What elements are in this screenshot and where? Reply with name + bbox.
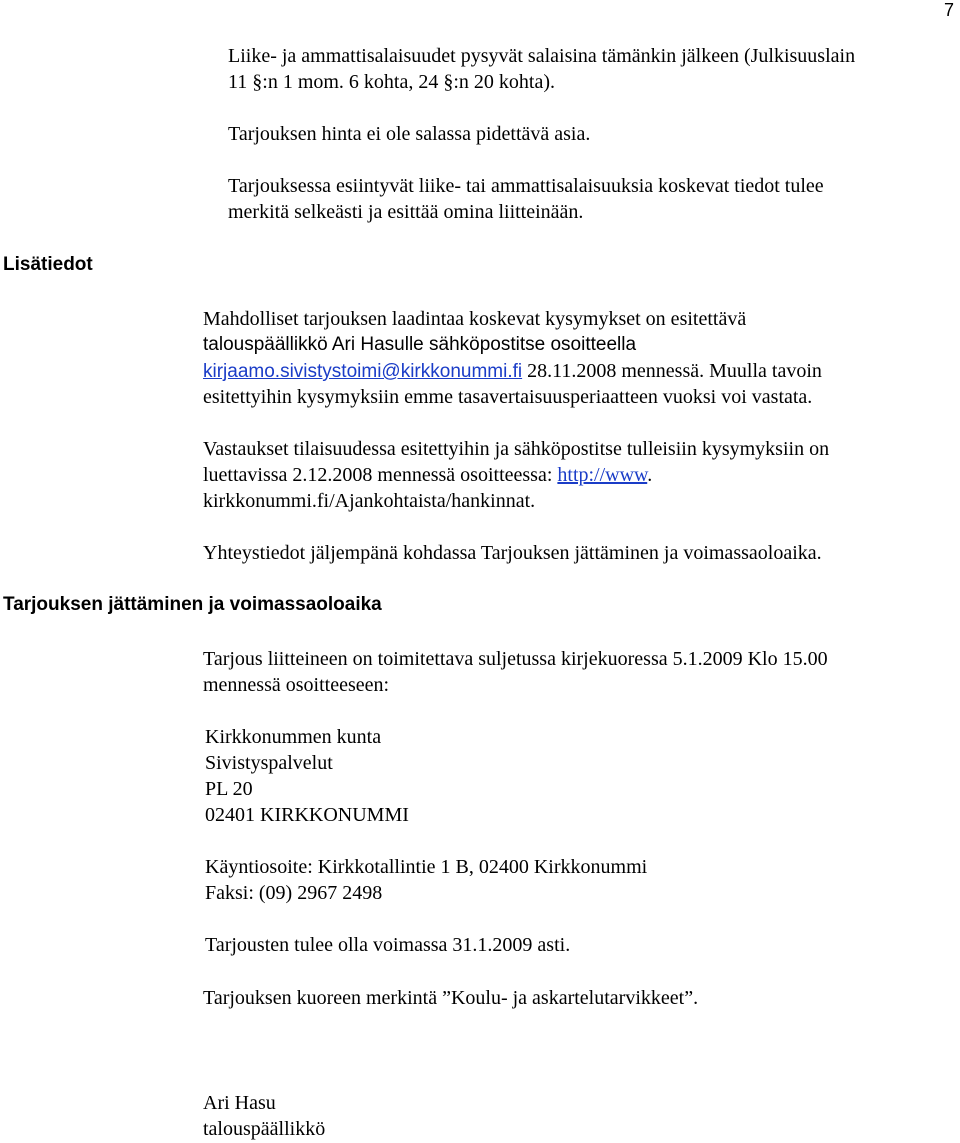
email-link[interactable]: kirjaamo.sivistystoimi@kirkkonummi.fi [203,361,523,382]
paragraph-text: 28.11.2008 mennessä. Muulla tavoin [522,360,822,382]
paragraph-line: kirkkonummi.fi/Ajankohtaista/hankinnat. [203,490,536,512]
fax-number: Faksi: (09) 2967 2498 [205,882,383,904]
address-line: PL 20 [205,778,253,800]
validity-statement: Tarjousten tulee olla voimassa 31.1.2009 asti. [205,934,571,956]
paragraph-line: Liike- ja ammattisalaisuudet pysyvät salaisina tämänkin jälkeen (Julkisuuslain [228,45,856,67]
paragraph-line: esitettyihin kysymyksiin emme tasavertaisuusperiaatteen vuoksi voi vastata. [203,386,813,408]
paragraph-text: . [647,464,653,486]
paragraph-line: 11 §:n 1 mom. 6 kohta, 24 §:n 20 kohta). [228,71,556,93]
paragraph-line: Yhteystiedot jäljempänä kohdassa Tarjouksen jättäminen ja voimassaoloaika. [203,542,822,564]
paragraph-line: merkitä selkeästi ja esittää omina liitteinään. [228,201,584,223]
address-line: 02401 KIRKKONUMMI [205,804,409,826]
paragraph-text: luettavissa 2.12.2008 mennessä osoitteessa: [203,464,558,486]
envelope-marking: Tarjouksen kuoreen merkintä ”Koulu- ja askartelutarvikkeet”. [203,987,699,1009]
paragraph-line: Vastaukset tilaisuudessa esitettyihin ja sähköpostitse tulleisiin kysymyksiin on [203,438,830,460]
signer-name: Ari Hasu [203,1092,276,1114]
paragraph-line [203,462,652,488]
address-line: Kirkkonummen kunta [205,726,382,748]
website-link[interactable]: http://www [557,464,648,486]
paragraph-line: Tarjouksen hinta ei ole salassa pidettävä asia. [228,123,591,145]
paragraph-line: Tarjouksessa esiintyvät liike- tai ammattisalaisuuksia koskevat tiedot tulee [228,175,824,197]
paragraph-line: Mahdolliset tarjouksen laadintaa koskevat kysymykset on esitettävä [203,308,747,330]
paragraph-line: Tarjous liitteineen on toimitettava suljetussa kirjekuoressa 5.1.2009 Klo 15.00 [203,648,828,670]
paragraph-line: mennessä osoitteeseen: [203,674,390,696]
paragraph-line [203,358,822,385]
visiting-address: Käyntiosoite: Kirkkotallintie 1 B, 02400 Kirkkonummi [205,856,648,878]
address-line: Sivistyspalvelut [205,752,333,774]
section-heading: Tarjouksen jättäminen ja voimassaoloaika [3,594,382,615]
signer-title: talouspäällikkö [203,1118,326,1140]
page-number: 7 [943,0,954,20]
paragraph-line: talouspäällikkö Ari Hasulle sähköpostitse osoitteella [203,334,637,355]
section-heading: Lisätiedot [3,254,93,275]
